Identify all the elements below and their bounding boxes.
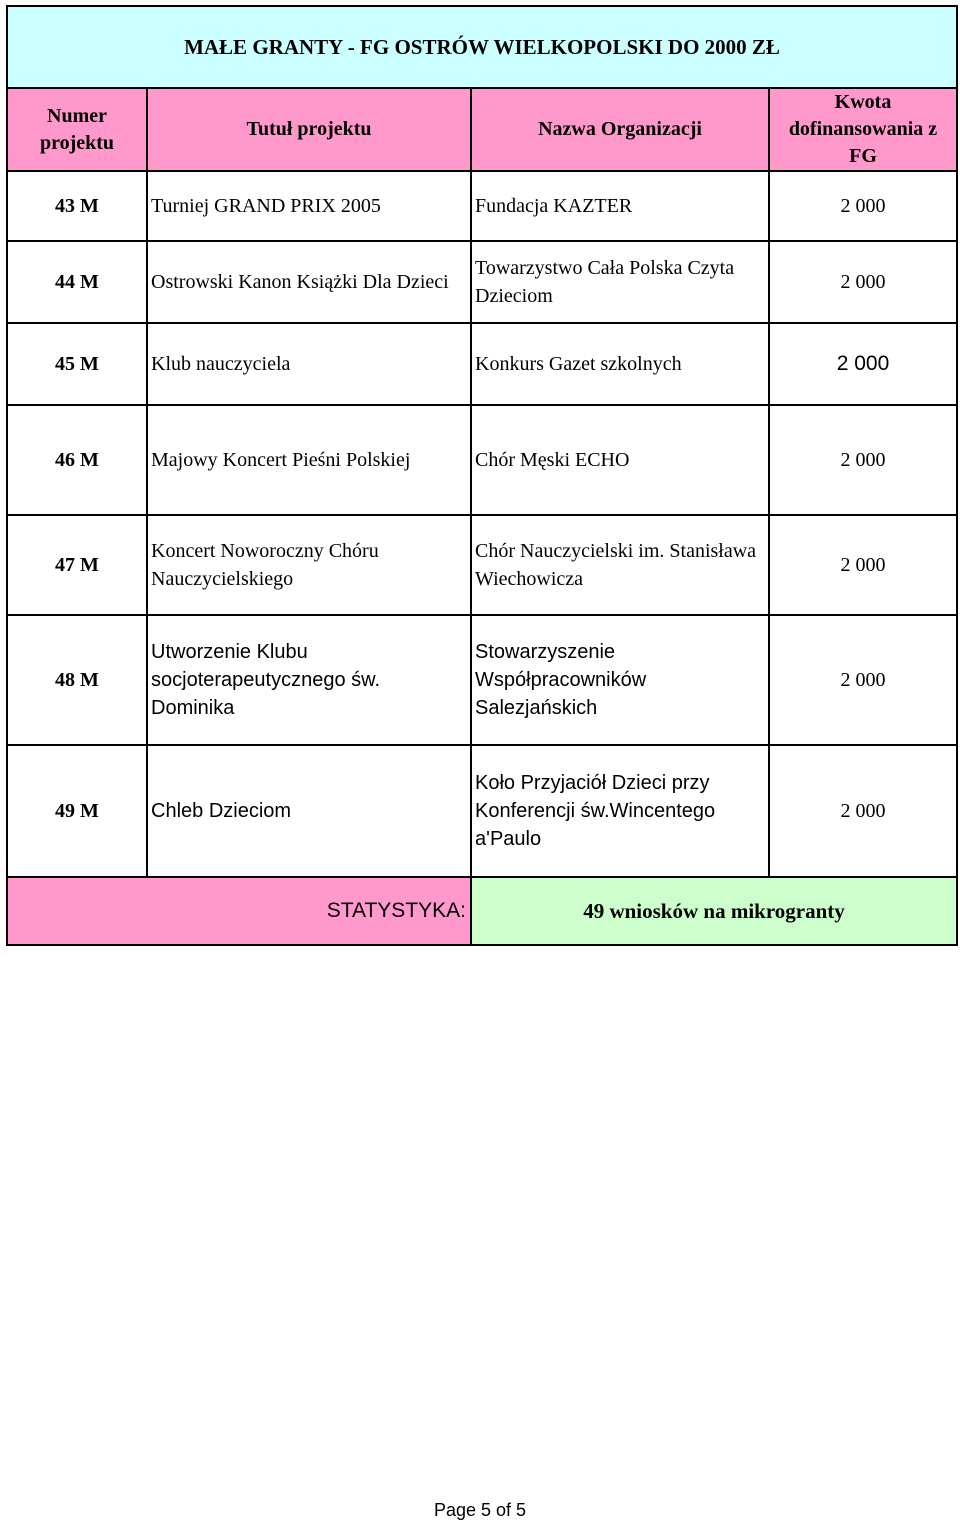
project-amount: 2 000	[769, 745, 957, 877]
project-amount: 2 000	[769, 615, 957, 745]
header-number: Numer projektu	[7, 88, 147, 171]
project-title: Utworzenie Klubu socjoterapeutycznego św. Dominika	[147, 615, 471, 745]
statistics-row	[7, 877, 957, 945]
header-organization: Nazwa Organizacji	[471, 88, 769, 171]
header-amount: Kwota dofinansowania z FG	[769, 88, 957, 171]
table-row	[7, 745, 957, 877]
project-title: Majowy Koncert Pieśni Polskiej	[147, 405, 471, 515]
project-organization: Konkurs Gazet szkolnych	[471, 323, 769, 405]
header-row	[7, 88, 957, 171]
project-number: 48 M	[7, 615, 147, 745]
project-amount: 2 000	[769, 241, 957, 323]
table-row	[7, 405, 957, 515]
project-title: Turniej GRAND PRIX 2005	[147, 171, 471, 241]
statistics-label: STATYSTYKA:	[7, 877, 471, 945]
page-title: MAŁE GRANTY - FG OSTRÓW WIELKOPOLSKI DO 2000 ZŁ	[7, 6, 957, 88]
project-number: 49 M	[7, 745, 147, 877]
project-number: 43 M	[7, 171, 147, 241]
project-organization: Chór Nauczycielski im. Stanisława Wiechowicza	[471, 515, 769, 615]
header-title: Tutuł projektu	[147, 88, 471, 171]
project-number: 47 M	[7, 515, 147, 615]
project-number: 44 M	[7, 241, 147, 323]
project-amount: 2 000	[769, 323, 957, 405]
table-row	[7, 171, 957, 241]
project-title: Koncert Noworoczny Chóru Nauczycielskiego	[147, 515, 471, 615]
project-title: Chleb Dzieciom	[147, 745, 471, 877]
grants-sheet	[6, 5, 956, 946]
statistics-value: 49 wniosków na mikrogranty	[471, 877, 957, 945]
project-title: Klub nauczyciela	[147, 323, 471, 405]
project-number: 46 M	[7, 405, 147, 515]
project-organization: Chór Męski ECHO	[471, 405, 769, 515]
project-organization: Fundacja KAZTER	[471, 171, 769, 241]
project-amount: 2 000	[769, 515, 957, 615]
project-title: Ostrowski Kanon Książki Dla Dzieci	[147, 241, 471, 323]
page-number: Page 5 of 5	[433, 1500, 527, 1520]
grants-table	[6, 5, 958, 946]
project-amount: 2 000	[769, 171, 957, 241]
table-row	[7, 615, 957, 745]
table-row	[7, 515, 957, 615]
project-organization: Koło Przyjaciół Dzieci przy Konferencji św.Wincentego a'Paulo	[471, 745, 769, 877]
table-row	[7, 323, 957, 405]
project-organization: Towarzystwo Cała Polska Czyta Dzieciom	[471, 241, 769, 323]
project-amount: 2 000	[769, 405, 957, 515]
table-row	[7, 241, 957, 323]
project-organization: Stowarzyszenie Współpracowników Salezjańskich	[471, 615, 769, 745]
project-number: 45 M	[7, 323, 147, 405]
title-row	[7, 6, 957, 88]
